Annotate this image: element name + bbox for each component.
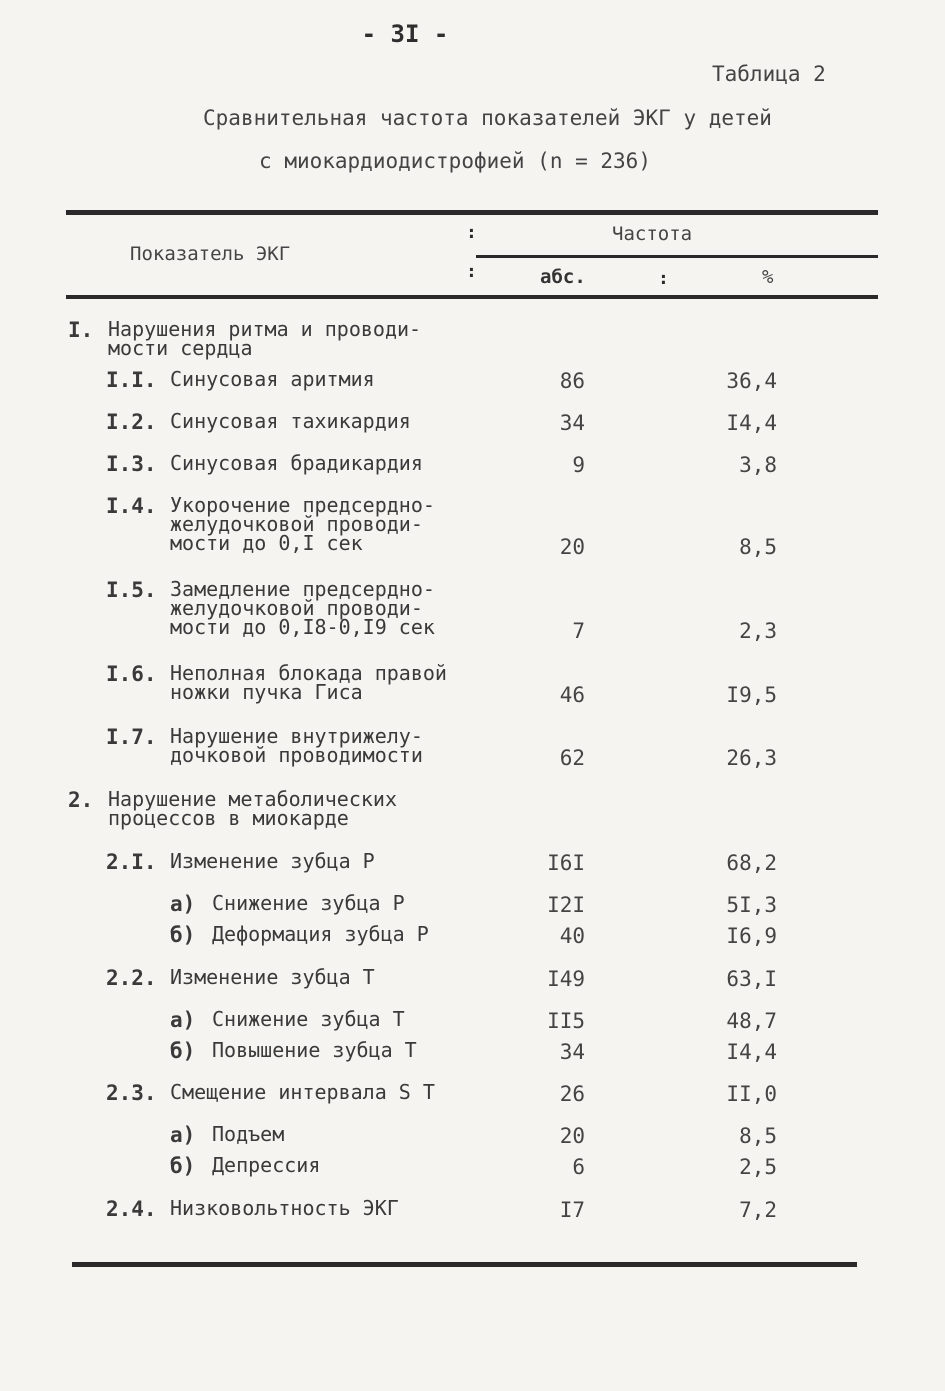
row-indicator-text: Изменение зубца Т [170, 965, 375, 989]
row-number: I.4. [106, 494, 157, 518]
row-number: 2.I. [106, 850, 157, 874]
header-indicator: Показатель ЭКГ [130, 243, 291, 265]
row-pct-value: 8,5 [739, 1124, 777, 1148]
row-indicator-text: Синусовая тахикардия [170, 409, 411, 433]
header-frequency: Частота [612, 223, 693, 245]
row-indicator-text: Изменение зубца Р [170, 849, 375, 873]
row-abs-value: 9 [572, 453, 585, 477]
row-abs-value: 26 [559, 1082, 585, 1106]
row-abs-value: I6I [547, 851, 585, 875]
row-pct-value: 36,4 [726, 369, 777, 393]
row-indicator-text: Замедление предсердно- желудочковой проводи- мости до 0,I8-0,I9 сек [170, 577, 435, 639]
row-pct-value: 26,3 [726, 746, 777, 770]
column-separator: : [658, 268, 669, 289]
row-abs-value: 86 [559, 369, 585, 393]
page-number: - 3I - [361, 20, 449, 48]
row-pct-value: 48,7 [726, 1009, 777, 1033]
row-pct-value: 63,I [726, 967, 777, 991]
row-number: б) [170, 923, 196, 947]
row-indicator-text: Снижение зубца Р [212, 891, 405, 915]
row-number: I.5. [106, 578, 157, 602]
row-indicator-text: Укорочение предсердно- желудочковой проводи- мости до 0,I сек [170, 493, 435, 555]
row-abs-value: 34 [559, 1040, 585, 1064]
row-indicator-text: Подъем [212, 1122, 285, 1146]
row-pct-value: 2,5 [739, 1155, 777, 1179]
row-abs-value: 62 [559, 746, 585, 770]
table-bottom-rule [72, 1262, 857, 1267]
row-abs-value: I49 [547, 967, 585, 991]
row-abs-value: 40 [559, 924, 585, 948]
table-title-line-1: Сравнительная частота показателей ЭКГ у детей [203, 106, 772, 130]
row-number: 2.3. [106, 1081, 157, 1105]
row-abs-value: I2I [547, 893, 585, 917]
row-pct-value: 3,8 [739, 453, 777, 477]
row-indicator-text: Деформация зубца Р [212, 922, 429, 946]
row-abs-value: I7 [559, 1198, 585, 1222]
row-pct-value: I9,5 [726, 683, 777, 707]
row-pct-value: 2,3 [739, 619, 777, 643]
table-label: Таблица 2 [712, 62, 826, 86]
row-number: б) [170, 1154, 196, 1178]
row-number: а) [170, 892, 196, 916]
row-abs-value: 34 [559, 411, 585, 435]
row-pct-value: I4,4 [726, 411, 777, 435]
header-middle-rule [476, 255, 878, 258]
row-number: а) [170, 1123, 196, 1147]
table-top-rule [66, 210, 878, 215]
row-number: а) [170, 1008, 196, 1032]
row-number: 2.2. [106, 966, 157, 990]
row-number: I.I. [106, 368, 157, 392]
row-indicator-text: Депрессия [212, 1153, 321, 1177]
row-pct-value: 5I,3 [726, 893, 777, 917]
row-pct-value: I4,4 [726, 1040, 777, 1064]
row-indicator-text: Повышение зубца Т [212, 1038, 417, 1062]
row-indicator-text: Нарушения ритма и проводи- мости сердца [108, 317, 422, 360]
row-abs-value: 46 [559, 683, 585, 707]
row-abs-value: 7 [572, 619, 585, 643]
row-indicator-text: Низковольтность ЭКГ [170, 1196, 399, 1220]
row-indicator-text: Синусовая аритмия [170, 367, 375, 391]
row-indicator-text: Нарушение внутрижелу- дочковой проводимости [170, 724, 423, 767]
column-separator: : [466, 261, 477, 282]
row-abs-value: 20 [559, 535, 585, 559]
row-abs-value: 6 [572, 1155, 585, 1179]
row-number: I.2. [106, 410, 157, 434]
header-pct: % [762, 266, 774, 288]
header-bottom-rule [66, 295, 878, 299]
row-indicator-text: Неполная блокада правой ножки пучка Гиса [170, 661, 447, 704]
row-number: 2.4. [106, 1197, 157, 1221]
row-indicator-text: Нарушение метаболических процессов в миокарде [108, 787, 397, 830]
header-abs: абс. [540, 266, 586, 288]
row-number: I.6. [106, 662, 157, 686]
row-pct-value: 68,2 [726, 851, 777, 875]
row-indicator-text: Смещение интервала S Т [170, 1080, 435, 1104]
row-number: I.7. [106, 725, 157, 749]
row-number: 2. [68, 788, 94, 812]
row-indicator-text: Снижение зубца Т [212, 1007, 405, 1031]
row-pct-value: I6,9 [726, 924, 777, 948]
row-abs-value: II5 [547, 1009, 585, 1033]
row-indicator-text: Синусовая брадикардия [170, 451, 423, 475]
row-pct-value: 8,5 [739, 535, 777, 559]
row-pct-value: II,0 [726, 1082, 777, 1106]
row-number: б) [170, 1039, 196, 1063]
table-title-line-2: с миокардиодистрофией (n = 236) [259, 149, 651, 173]
row-abs-value: 20 [559, 1124, 585, 1148]
row-number: I.3. [106, 452, 157, 476]
row-pct-value: 7,2 [739, 1198, 777, 1222]
column-separator: : [466, 222, 477, 243]
row-number: I. [68, 318, 94, 342]
